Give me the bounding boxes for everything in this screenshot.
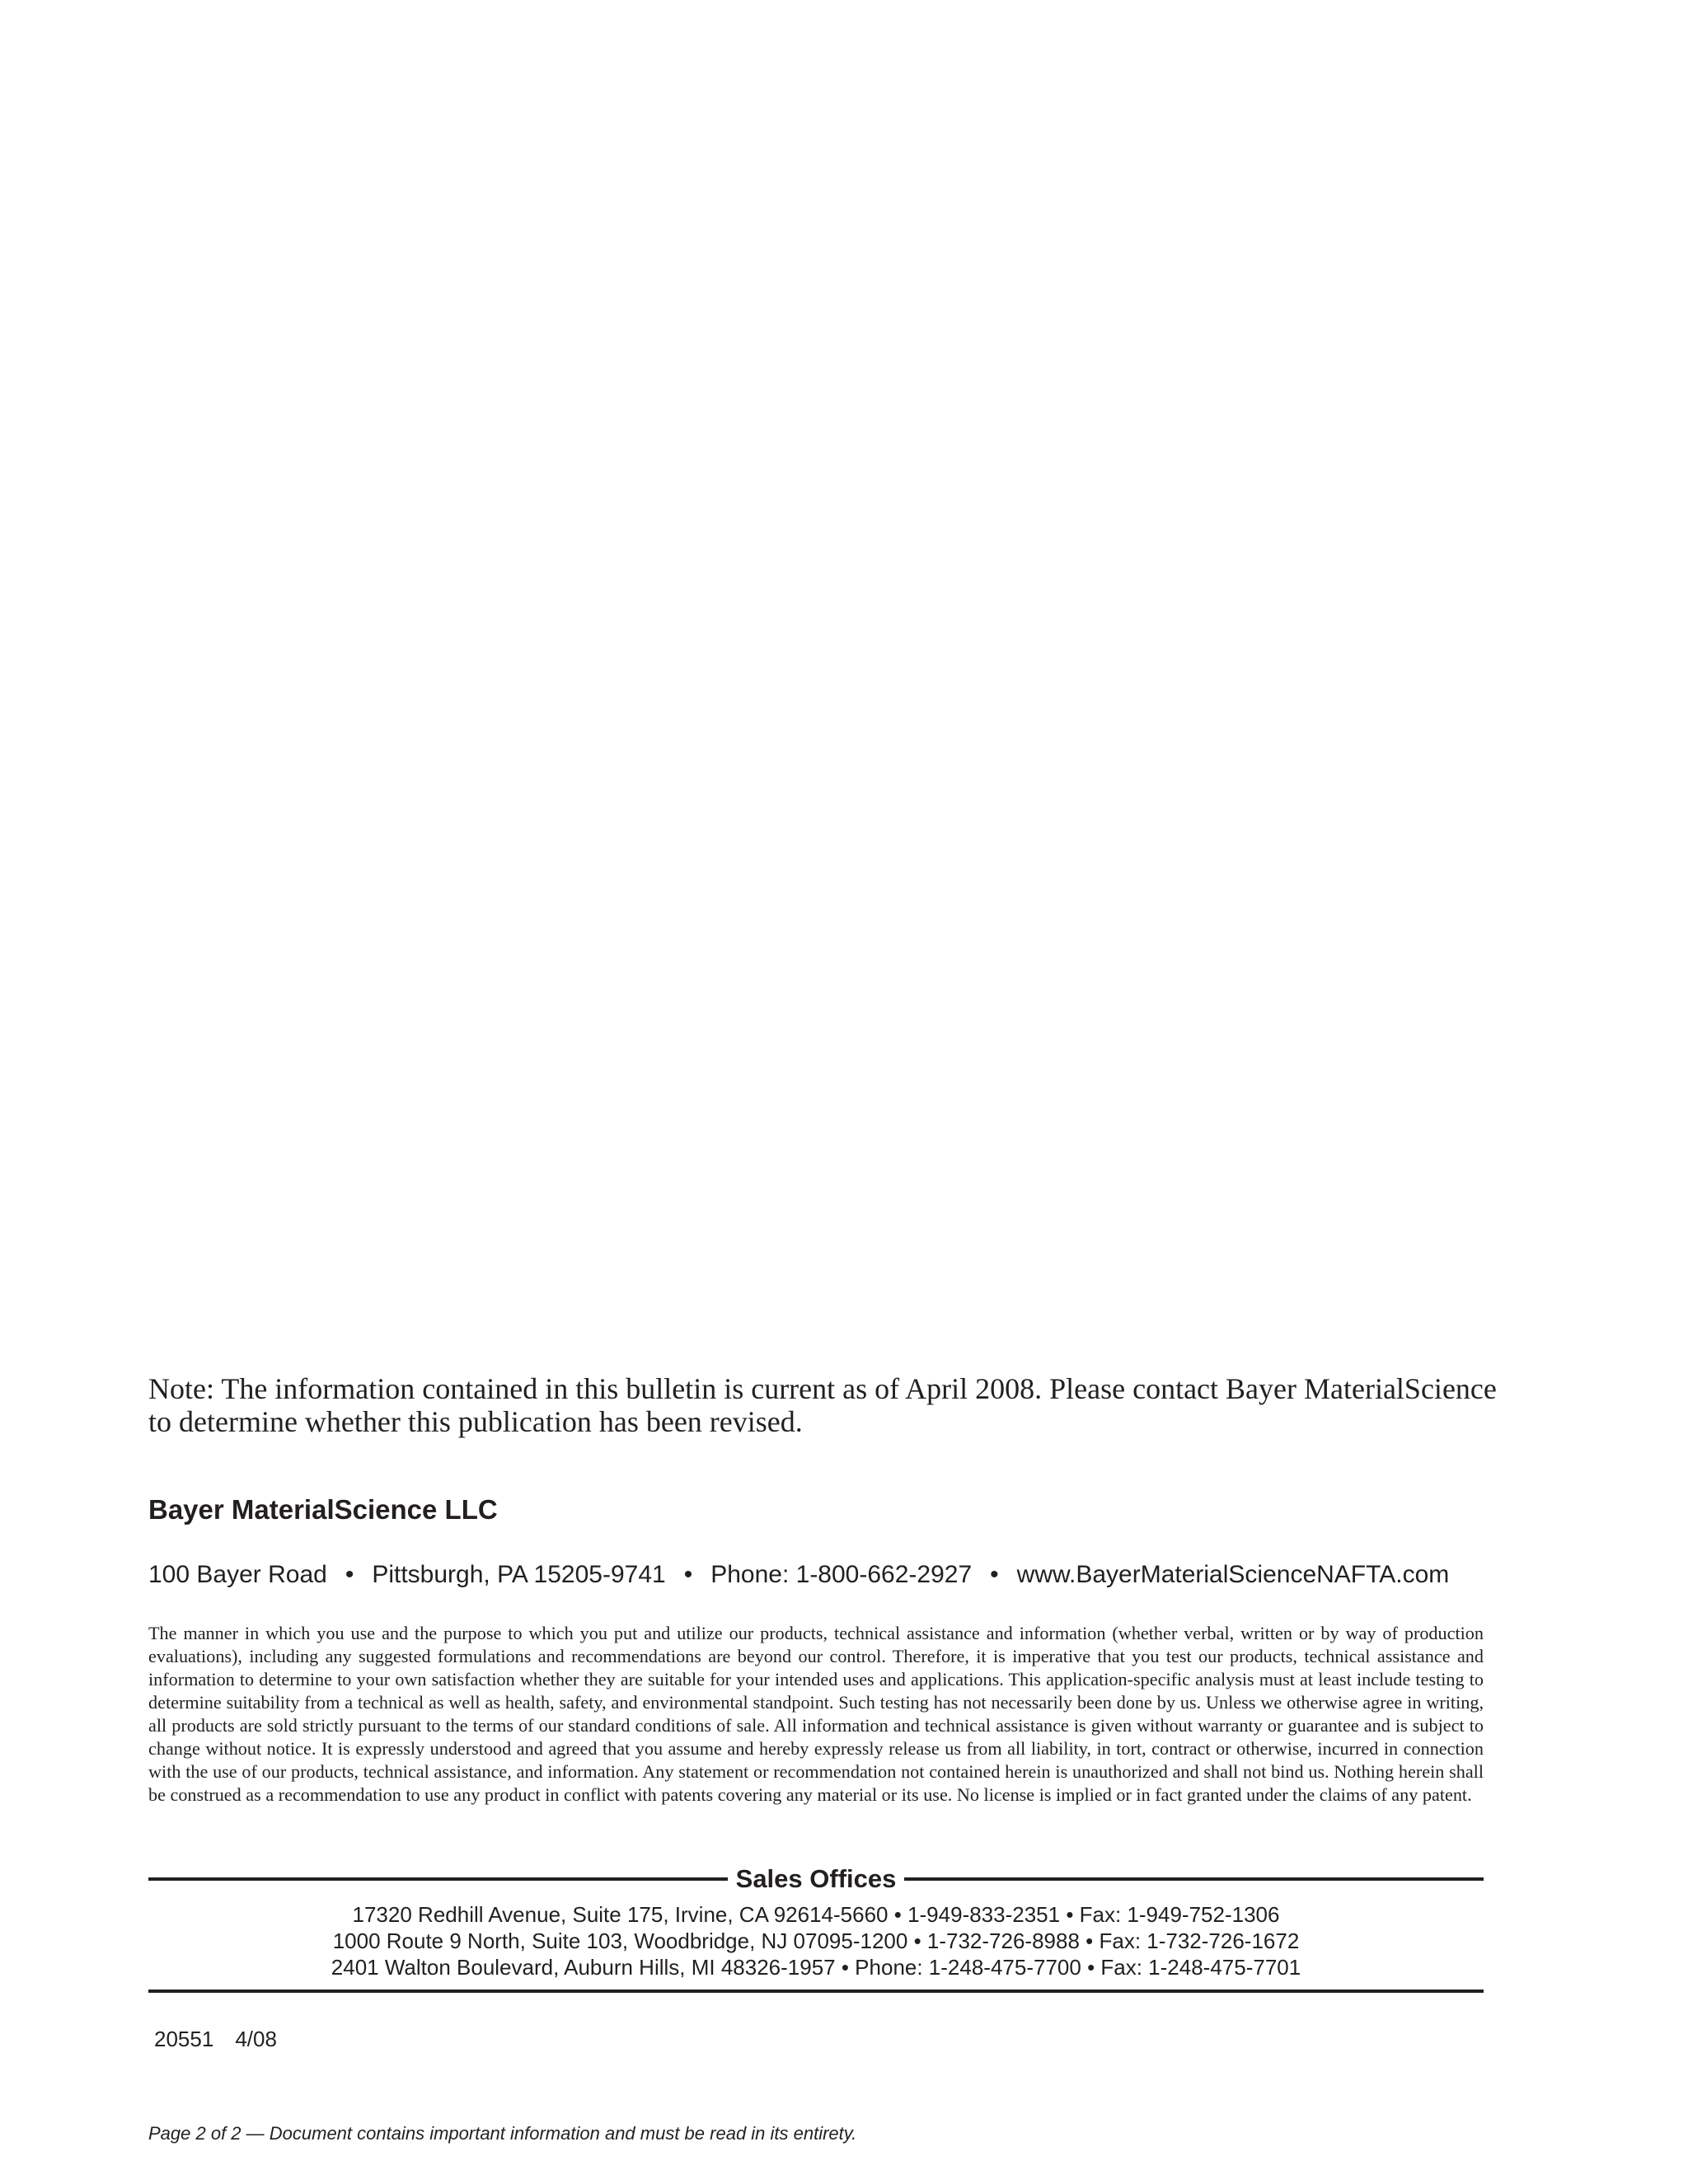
legal-disclaimer: The manner in which you use and the purpose to which you put and utilize our products, technical assistance and information (whether verbal, written or by way of production evaluations), including any suggested formulations and recommendations are beyond our control. Therefore, it is imperative that you test our products, technical assistance and information to determine to your own satisfaction whether they are suitable for your intended uses and applications. This application-specific analysis must at least include testing to determine suitability from a technical as well as health, safety, and environmental standpoint. Such testing has not necessarily been done by us. Unless we otherwise agree in writing, all products are sold strictly pursuant to the terms of our standard conditions of sale. All information and technical assistance is given without warranty or guarantee and is subject to change without notice. It is expressly understood and agreed that you assume and hereby expressly release us from all liability, in tort, contract or otherwise, incurred in connection with the use of our products, technical assistance, and information. Any statement or recommendation not contained herein is unauthorized and shall not bind us. Nothing herein shall be construed as a recommendation to use any product in conflict with patents covering any material or its use. No license is implied or in fact granted under the claims of any patent.: [148, 1623, 1484, 1805]
document-code: [154, 2026, 277, 2052]
revision-note: Note: The information contained in this bulletin is current as of April 2008. Please contact Bayer MaterialScience to determine whether this publication has been revised.: [148, 1372, 1497, 1438]
company-name: Bayer MaterialScience LLC: [148, 1494, 498, 1525]
document-number: 20551: [154, 2027, 214, 2051]
header-rule-right: [904, 1877, 1484, 1881]
office-woodbridge: 1000 Route 9 North, Suite 103, Woodbridge, NJ 07095-1200 • 1-732-726-8988 • Fax: 1-732-726-1672: [332, 1929, 1300, 1953]
company-phone: Phone: 1-800-662-2927: [710, 1561, 973, 1588]
separator-bullet: •: [683, 1561, 693, 1588]
office-irvine: 17320 Redhill Avenue, Suite 175, Irvine, CA 92614-5660 • 1-949-833-2351 • Fax: 1-949-752-1306: [352, 1902, 1280, 1927]
separator-bullet: •: [345, 1561, 354, 1588]
separator-bullet: •: [990, 1561, 999, 1588]
sales-offices-header: [148, 1863, 1484, 1896]
company-address: 100 Bayer Road: [148, 1561, 327, 1588]
sales-offices-title: Sales Offices: [735, 1864, 897, 1893]
company-contact-line: [148, 1559, 1484, 1591]
document-date: 4/08: [235, 2027, 277, 2051]
page-footer: Page 2 of 2 — Document contains important information and must be read in its entirety.: [148, 2123, 857, 2144]
header-rule-left: [148, 1877, 728, 1881]
office-auburn-hills: 2401 Walton Boulevard, Auburn Hills, MI 48326-1957 • Phone: 1-248-475-7700 • Fax: 1-248-475-7701: [331, 1955, 1301, 1980]
company-city: Pittsburgh, PA 15205-9741: [372, 1561, 666, 1588]
divider-rule: [148, 1990, 1484, 1993]
company-website: www.BayerMaterialScienceNAFTA.com: [1016, 1561, 1450, 1588]
sales-offices-list: [148, 1901, 1484, 1980]
